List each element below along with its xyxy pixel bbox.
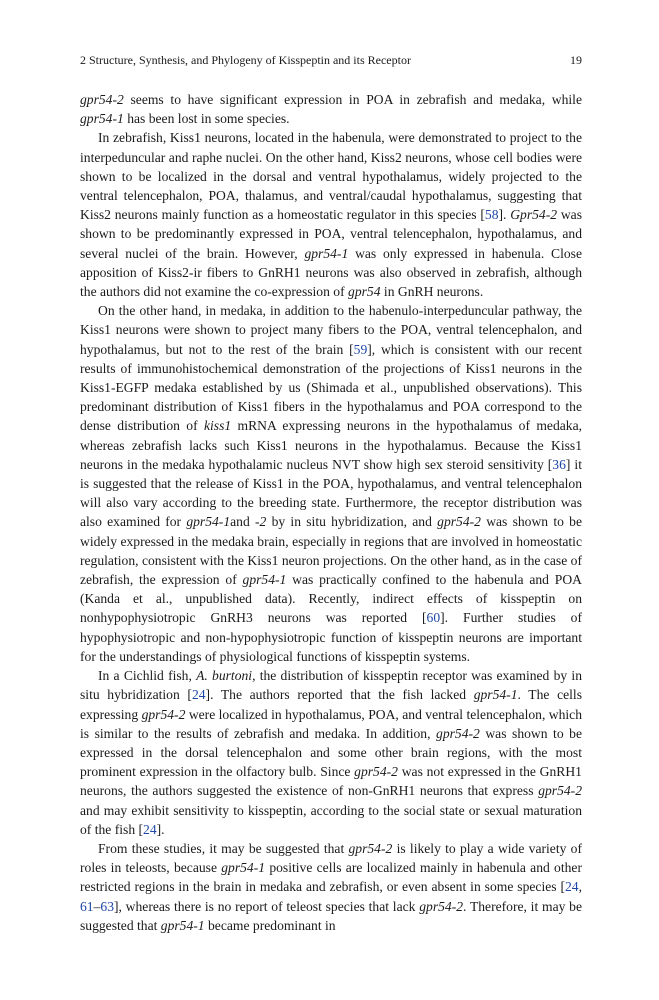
- italic-term: gpr54-1: [80, 111, 124, 127]
- paragraph: [80, 839, 582, 935]
- text-run: mRNA expressing neurons in the hypothalamus of medaka, whereas zebrafish lacks such Kiss1 neurons in the hypothalamus. Because the Kiss1 neurons in the medaka hypothalamic nucleus NVT show high sex steroid sensitivity [: [80, 418, 583, 472]
- text-run: was practically confined to the habenula and POA (Kanda et al., unpublished data). Recently, indirect effects of kisspeptin on nonhypophysiotropic GnRH3 neurons was reported [: [80, 572, 582, 626]
- italic-term: gpr54-2: [419, 898, 464, 914]
- text-run: was shown to be widely expressed in the medaka brain, especially in regions that are involved in homeostatic regulation, consistent with the Kiss1 neuron projections. On the other hand, as in the case of zebrafish, the expression of: [80, 514, 582, 588]
- citation-link[interactable]: 60: [426, 610, 441, 626]
- text-run: and may exhibit sensitivity to kisspeptin, according to the social state or sexual maturation of the fish [: [80, 802, 582, 837]
- text-run: has been lost in some species.: [123, 111, 290, 127]
- paragraph: [80, 666, 582, 839]
- italic-term: gpr54-2: [436, 725, 480, 741]
- paragraph: [80, 90, 582, 128]
- italic-term: gpr54-2: [141, 706, 186, 722]
- italic-term: gpr54-2: [80, 92, 124, 107]
- text-run: ].: [156, 821, 165, 837]
- text-run: In zebrafish, Kiss1 neurons, located in the habenula, were demonstrated to project to the interpeduncular and raphe nuclei. On the other hand, Kiss2 neurons, whose cell bodies were shown to be localized in the dorsal and ventral hypothalamus, widely projected to the ventral telencephalon, POA, thalamus, and ventral/caudal hypothalamus, suggesting that Kiss2 neurons mainly function as a homeostatic regulator in this species [: [80, 130, 582, 223]
- italic-term: gpr54-1: [242, 572, 287, 588]
- text-run: is likely to play a wide variety of roles in teleosts, because: [80, 840, 582, 876]
- text-run: were localized in hypothalamus, POA, and ventral telencephalon, which is similar to the results of zebrafish and medaka. In addition,: [80, 706, 582, 741]
- italic-term: gpr54-1: [473, 687, 518, 703]
- italic-term: gpr54-1: [160, 917, 205, 933]
- running-header: [80, 52, 582, 68]
- text-run: . The cells expressing: [80, 687, 582, 722]
- text-run: On the other hand, in medaka, in addition to the habenulo-interpeduncular pathway, the Kiss1 neurons were shown to project many fibers to the POA, ventral telencephalon, and hypothalamus, but not to the rest of the brain [: [80, 303, 582, 357]
- italic-term: gpr54-2: [348, 840, 393, 856]
- italic-term: Gpr54-2: [510, 207, 558, 223]
- text-run: ] it is suggested that the release of Kiss1 in the POA, hypothalamus, and ventral telencephalon will also vary according to the breeding state. Furthermore, the receptor distribution was also examined for: [80, 456, 582, 530]
- italic-term: gpr54-2: [437, 514, 481, 530]
- page-number: 19: [570, 53, 582, 67]
- italic-term: gpr54-2: [538, 783, 582, 799]
- italic-term: gpr54-2: [354, 764, 398, 780]
- text-run: From these studies, it may be suggested that: [98, 840, 349, 856]
- text-run: was shown to be expressed in the dorsal telencephalon and some other brain regions, with the most prominent expression in the olfactory bulb. Since: [80, 725, 582, 780]
- text-run: was shown to be predominantly expressed in POA, ventral telencephalon, hypothalamus, and several nuclei of the brain. However,: [80, 207, 582, 261]
- text-run: seems to have significant expression in POA in zebrafish and medaka, while: [123, 92, 582, 107]
- italic-term: -2: [255, 514, 267, 530]
- italic-term: gpr54: [348, 284, 381, 300]
- citation-link[interactable]: 24: [143, 821, 157, 837]
- citation-link[interactable]: 61: [80, 898, 94, 914]
- citation-link[interactable]: 58: [484, 207, 499, 223]
- paragraph: [80, 128, 582, 301]
- citation-link[interactable]: 36: [552, 456, 566, 472]
- text-run: In a Cichlid fish,: [98, 668, 197, 684]
- text-run: positive cells are localized mainly in habenula and other restricted regions in the brain in medaka and zebrafish, or even absent in some species [: [80, 860, 582, 895]
- text-run: –: [93, 898, 101, 914]
- text-run: became predominant in: [204, 917, 336, 933]
- text-run: , the distribution of kisspeptin receptor was examined by in situ hybridization [: [80, 668, 582, 703]
- citation-link[interactable]: 24: [191, 687, 206, 703]
- text-run: was only expressed in habenula. Close apposition of Kiss2-ir fibers to GnRH1 neurons was also observed in zebrafish, although the authors did not examine the co-expression of: [80, 245, 582, 300]
- text-run: by in situ hybridization, and: [266, 514, 438, 530]
- italic-term: gpr54-1: [221, 860, 266, 876]
- text-run: ,: [578, 879, 582, 895]
- citation-link[interactable]: 63: [100, 898, 114, 914]
- paragraph: [80, 301, 582, 666]
- italic-term: gpr54-1: [304, 245, 349, 261]
- text-run: ], which is consistent with our recent results of immunohistochemical demonstration of the projections of Kiss1 neurons in the Kiss1-EGFP medaka established by us (Shimada et al., unpublished observations). This predominant distribution of Kiss1 fibers in the hypothalamus and POA correspond to the dense distribution of: [80, 341, 582, 434]
- text-run: ]. The authors reported that the fish lacked: [205, 687, 474, 703]
- italic-term: kiss1: [203, 418, 232, 434]
- italic-term: A. burtoni: [196, 668, 253, 684]
- body-text: [80, 90, 582, 935]
- citation-link[interactable]: 59: [353, 341, 368, 357]
- italic-term: gpr54-1: [186, 514, 231, 530]
- text-run: in GnRH neurons.: [380, 284, 484, 300]
- chapter-title: 2 Structure, Synthesis, and Phylogeny of Kisspeptin and its Receptor: [80, 53, 411, 67]
- text-run: ], whereas there is no report of teleost species that lack: [113, 898, 420, 914]
- text-run: . Therefore, it may be suggested that: [80, 898, 583, 933]
- text-run: ].: [498, 207, 511, 223]
- text-run: and: [230, 514, 256, 530]
- citation-link[interactable]: 24: [565, 879, 579, 895]
- text-run: ]. Further studies of hypophysiotropic and non-hypophysiotropic function of kisspeptin neurons are important for the understandings of physiological functions of kisspeptin systems.: [80, 610, 582, 664]
- text-run: was not expressed in the GnRH1 neurons, the authors suggested the existence of non-GnRH1 neurons that express: [80, 764, 582, 799]
